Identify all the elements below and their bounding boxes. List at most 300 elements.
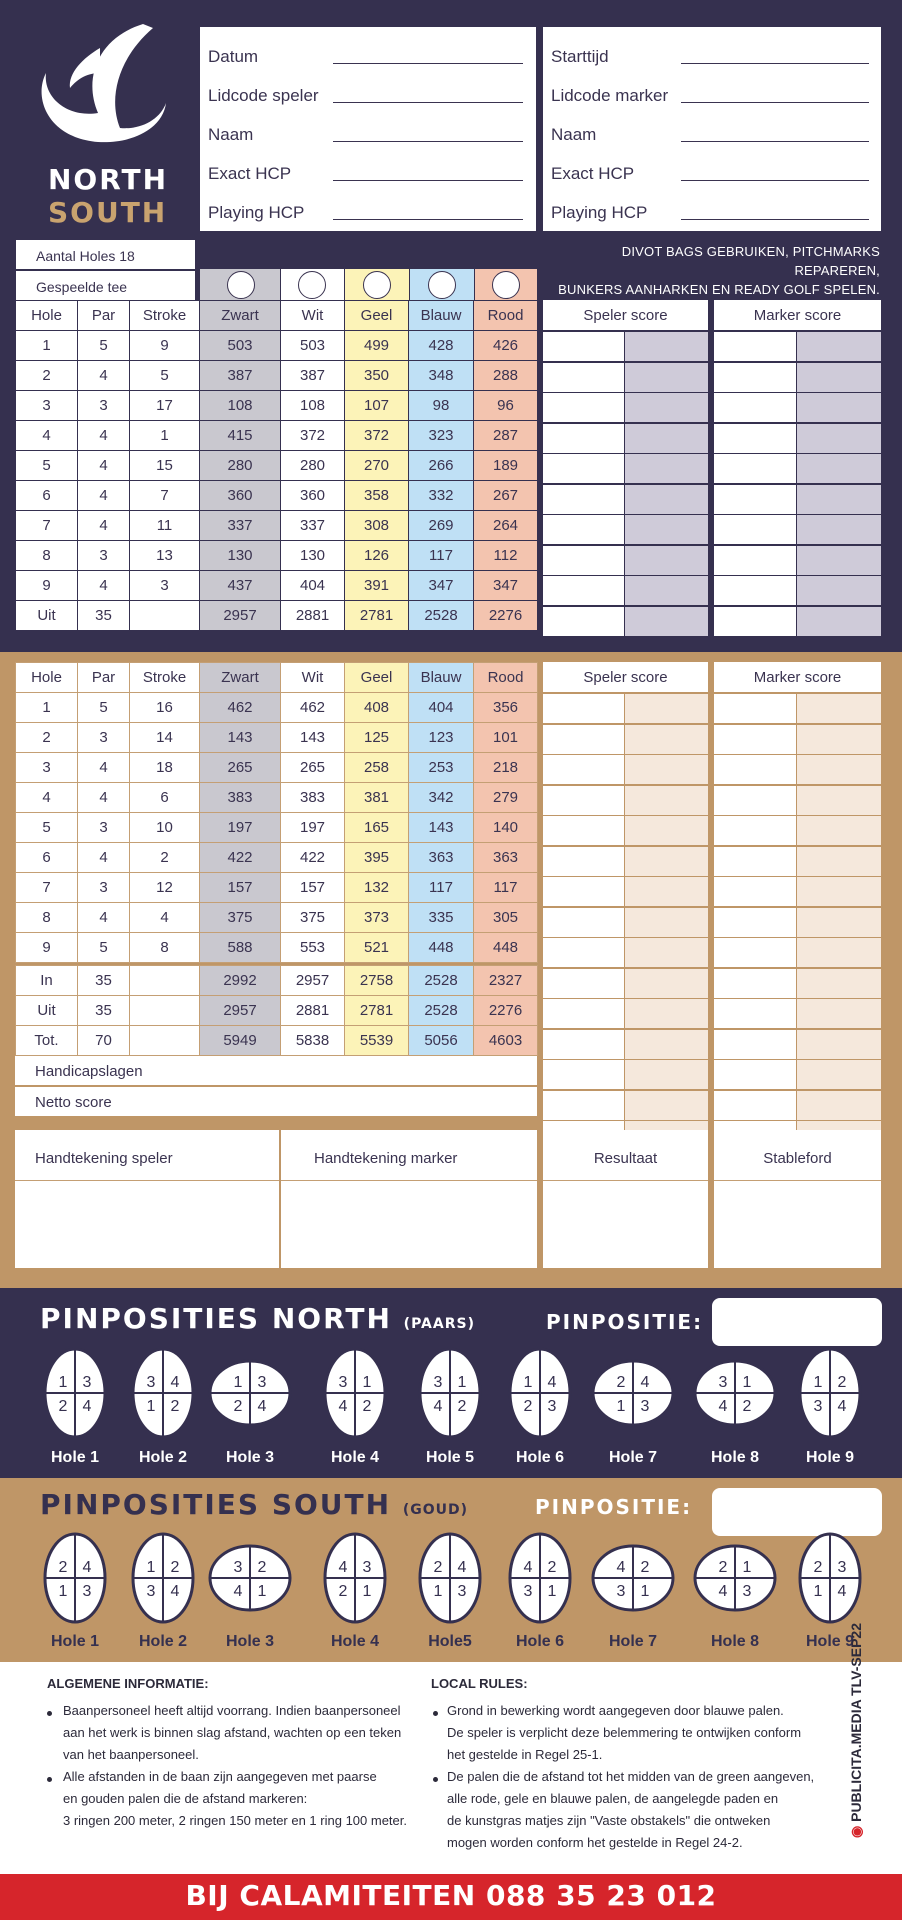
table-cell: 448 — [474, 933, 538, 963]
table-cell: 7 — [130, 481, 200, 511]
svg-text:1: 1 — [523, 1374, 533, 1391]
pin-green-7 — [595, 1530, 671, 1626]
score-cell-speler[interactable] — [543, 816, 624, 845]
table-cell: 373 — [345, 903, 409, 933]
table-cell: 5 — [16, 451, 78, 481]
score-points-speler[interactable] — [625, 999, 708, 1028]
pin-hole-label: Hole 3 — [225, 1449, 274, 1466]
svg-text:4: 4 — [718, 1398, 728, 1415]
score-cell-speler[interactable] — [543, 725, 624, 754]
pin-green-5 — [412, 1345, 488, 1441]
svg-text:1: 1 — [547, 1583, 557, 1600]
score-cell-speler[interactable] — [543, 908, 624, 937]
svg-text:4: 4 — [170, 1374, 180, 1391]
table-cell: 503 — [200, 331, 281, 361]
score-cell-marker[interactable] — [714, 546, 796, 575]
table-cell: 117 — [474, 873, 538, 903]
table-cell: 356 — [474, 693, 538, 723]
svg-text:1: 1 — [362, 1374, 372, 1391]
svg-text:3: 3 — [146, 1374, 156, 1391]
score-cell-speler[interactable] — [543, 938, 624, 967]
table-cell: 383 — [200, 783, 281, 813]
table-cell: 108 — [200, 391, 281, 421]
score-points-marker[interactable] — [797, 847, 881, 876]
table-row — [16, 873, 538, 903]
pin-green-3 — [212, 1345, 288, 1441]
pin-south-title: PINPOSITIES SOUTH (GOUD) — [40, 1488, 469, 1521]
score-cell-marker[interactable] — [714, 969, 796, 998]
svg-text:2: 2 — [616, 1374, 626, 1391]
table-cell: 2 — [16, 723, 78, 753]
score-cell-marker[interactable] — [714, 938, 796, 967]
table-cell: 143 — [281, 723, 345, 753]
table-cell: 130 — [281, 541, 345, 571]
table-cell: 503 — [281, 331, 345, 361]
score-points-speler[interactable] — [625, 694, 708, 723]
score-cell-marker[interactable] — [714, 694, 796, 723]
table-cell: 165 — [345, 813, 409, 843]
score-cell-marker[interactable] — [714, 1030, 796, 1059]
score-points-speler[interactable] — [625, 755, 708, 784]
table-cell: 4 — [16, 783, 78, 813]
score-points-speler[interactable] — [625, 847, 708, 876]
svg-text:4: 4 — [837, 1583, 847, 1600]
table-cell: 428 — [409, 331, 474, 361]
pin-hole-label: Hole 6 — [515, 1633, 564, 1650]
column-header: Zwart — [200, 663, 281, 693]
svg-text:1: 1 — [257, 1583, 267, 1600]
score-cell-speler[interactable] — [543, 393, 624, 422]
pin-north-label: PINPOSITIE: — [546, 1310, 704, 1334]
pin-hole-label: Hole 5 — [425, 1449, 474, 1466]
score-cell-speler[interactable] — [543, 485, 624, 514]
table-cell: 280 — [281, 451, 345, 481]
score-cell-marker[interactable] — [714, 1091, 796, 1120]
local-rules-2: De palen die de afstand tot het midden van de green aangeven, alle rode, gele en blauwe palen, de aangelegde paden en de kunstgras matjes zijn "Vaste obstakels" die ontweken mogen worden conform het gestelde in Regel 24-2. — [447, 1769, 815, 1850]
pin-green-7 — [595, 1345, 671, 1441]
score-cell-marker[interactable] — [714, 454, 796, 483]
tee-geel-select[interactable] — [345, 269, 409, 300]
table-cell: 218 — [474, 753, 538, 783]
score-points-marker[interactable] — [797, 515, 881, 544]
field-datum[interactable]: Datum — [208, 47, 259, 66]
score-cell-speler[interactable] — [543, 1060, 624, 1089]
score-points-marker[interactable] — [797, 816, 881, 845]
table-cell: 18 — [130, 753, 200, 783]
score-points-speler[interactable] — [625, 424, 708, 453]
score-points-speler[interactable] — [625, 786, 708, 815]
table-row — [16, 843, 538, 873]
svg-text:1: 1 — [742, 1374, 752, 1391]
score-points-marker[interactable] — [797, 755, 881, 784]
score-cell-marker[interactable] — [714, 816, 796, 845]
table-row — [16, 601, 538, 631]
table-row — [16, 481, 538, 511]
table-cell: 2781 — [345, 601, 409, 631]
table-cell: 117 — [409, 541, 474, 571]
table-row — [16, 421, 538, 451]
svg-text:4: 4 — [82, 1398, 92, 1415]
table-row — [16, 996, 538, 1026]
table-cell: 125 — [345, 723, 409, 753]
score-cell-speler[interactable] — [543, 1091, 624, 1120]
score-cell-speler[interactable] — [543, 576, 624, 605]
score-points-speler[interactable] — [625, 576, 708, 605]
score-points-marker[interactable] — [797, 999, 881, 1028]
table-cell: 323 — [409, 421, 474, 451]
score-cell-marker[interactable] — [714, 515, 796, 544]
table-cell — [130, 966, 200, 996]
svg-text:2: 2 — [640, 1559, 650, 1576]
score-points-speler[interactable] — [625, 1060, 708, 1089]
table-cell: 101 — [474, 723, 538, 753]
front-nine-table — [15, 300, 538, 631]
table-cell: 3 — [78, 873, 130, 903]
table-cell: 360 — [200, 481, 281, 511]
table-cell: 258 — [345, 753, 409, 783]
score-points-speler[interactable] — [625, 816, 708, 845]
score-cell-speler[interactable] — [543, 877, 624, 906]
svg-text:3: 3 — [457, 1583, 467, 1600]
score-cell-marker[interactable] — [714, 999, 796, 1028]
score-cell-marker[interactable] — [714, 424, 796, 453]
score-points-speler[interactable] — [625, 393, 708, 422]
tee-wit-select[interactable] — [281, 269, 344, 300]
table-cell: 35 — [78, 996, 130, 1026]
pin-south-input[interactable] — [712, 1488, 882, 1536]
tee-zwart-select[interactable] — [200, 269, 280, 300]
table-cell: 358 — [345, 481, 409, 511]
column-header: Geel — [345, 301, 409, 331]
logo-word-south: SOUTH — [48, 196, 168, 229]
pin-hole-label: Hole 9 — [805, 1449, 854, 1466]
table-row — [16, 511, 538, 541]
table-cell: 337 — [200, 511, 281, 541]
score-points-marker[interactable] — [797, 908, 881, 937]
score-points-marker[interactable] — [797, 938, 881, 967]
score-points-marker[interactable] — [797, 725, 881, 754]
svg-text:4: 4 — [82, 1559, 92, 1576]
score-points-speler[interactable] — [625, 363, 708, 392]
table-cell: 8 — [16, 903, 78, 933]
pin-hole-label: Hole 1 — [50, 1633, 99, 1650]
field-starttijd[interactable]: Starttijd — [551, 47, 609, 66]
table-cell: 157 — [281, 873, 345, 903]
table-cell: 437 — [200, 571, 281, 601]
score-cell-marker[interactable] — [714, 576, 796, 605]
score-cell-speler[interactable] — [543, 847, 624, 876]
score-points-marker[interactable] — [797, 485, 881, 514]
table-cell: 2528 — [409, 966, 474, 996]
column-header: Rood — [474, 663, 538, 693]
logo-mark-icon — [28, 18, 183, 158]
svg-text:4: 4 — [547, 1374, 557, 1391]
score-cell-marker[interactable] — [714, 786, 796, 815]
table-cell: 348 — [409, 361, 474, 391]
table-cell: 2881 — [281, 601, 345, 631]
score-cell-speler[interactable] — [543, 969, 624, 998]
score-cell-speler[interactable] — [543, 786, 624, 815]
score-cell-marker[interactable] — [714, 725, 796, 754]
score-cell-marker[interactable] — [714, 877, 796, 906]
score-cell-marker[interactable] — [714, 363, 796, 392]
table-cell: 288 — [474, 361, 538, 391]
svg-text:4: 4 — [640, 1374, 650, 1391]
general-info-2: Alle afstanden in de baan zijn aangegeven met paarse en gouden palen die de afstand markeren: 3 ringen 200 meter, 2 ringen 150 meter en 1 ring 100 meter. — [63, 1769, 407, 1828]
svg-text:3: 3 — [616, 1583, 626, 1600]
table-cell: 553 — [281, 933, 345, 963]
table-cell: 332 — [409, 481, 474, 511]
svg-text:2: 2 — [58, 1398, 68, 1415]
table-cell: 2276 — [474, 601, 538, 631]
score-cell-speler[interactable] — [543, 607, 624, 636]
publisher-credit: ◉ PUBLICITA.MEDIA TLV-SEP22 — [848, 1623, 864, 1838]
score-header-marker: Marker score — [714, 300, 881, 330]
pin-green-2 — [125, 1530, 201, 1626]
table-row — [16, 903, 538, 933]
pin-north-title: PINPOSITIES NORTH (PAARS) — [40, 1302, 475, 1335]
score-points-marker[interactable] — [797, 454, 881, 483]
signature-marker[interactable]: Handtekening marker — [281, 1130, 537, 1268]
pin-green-5 — [412, 1530, 488, 1626]
table-cell: 337 — [281, 511, 345, 541]
column-header: Par — [78, 663, 130, 693]
general-info-title: ALGEMENE INFORMATIE: — [47, 1676, 209, 1691]
table-cell: 305 — [474, 903, 538, 933]
score-points-marker[interactable] — [797, 1091, 881, 1120]
score-points-marker[interactable] — [797, 877, 881, 906]
back-nine-table — [15, 662, 538, 963]
pin-south-label: PINPOSITIE: — [535, 1495, 693, 1519]
svg-text:3: 3 — [433, 1374, 443, 1391]
handicapslagen-row: Handicapslagen — [15, 1056, 537, 1085]
score-points-speler[interactable] — [625, 454, 708, 483]
score-cell-marker[interactable] — [714, 1060, 796, 1089]
table-cell: 132 — [345, 873, 409, 903]
score-points-speler[interactable] — [625, 607, 708, 636]
table-cell: 462 — [281, 693, 345, 723]
table-cell: 189 — [474, 451, 538, 481]
table-cell — [130, 601, 200, 631]
column-header: Hole — [16, 301, 78, 331]
table-row — [16, 331, 538, 361]
table-header-row — [16, 301, 538, 331]
table-cell: 347 — [409, 571, 474, 601]
field-playing-hcp-speler[interactable]: Playing HCP — [208, 203, 305, 222]
score-points-speler[interactable] — [625, 938, 708, 967]
table-cell — [130, 996, 200, 1026]
score-points-speler[interactable] — [625, 485, 708, 514]
svg-text:4: 4 — [837, 1398, 847, 1415]
local-rules-title: LOCAL RULES: — [431, 1676, 528, 1691]
score-cell-speler[interactable] — [543, 755, 624, 784]
table-cell: 363 — [409, 843, 474, 873]
score-points-marker[interactable] — [797, 969, 881, 998]
score-cell-speler[interactable] — [543, 454, 624, 483]
score-points-marker[interactable] — [797, 546, 881, 575]
score-points-marker[interactable] — [797, 332, 881, 361]
svg-text:4: 4 — [170, 1583, 180, 1600]
score-cell-marker[interactable] — [714, 332, 796, 361]
table-header-row — [16, 663, 538, 693]
table-row — [16, 723, 538, 753]
pin-green-1 — [37, 1530, 113, 1626]
table-cell: 123 — [409, 723, 474, 753]
score-points-speler[interactable] — [625, 332, 708, 361]
svg-text:2: 2 — [813, 1559, 823, 1576]
score-cell-speler[interactable] — [543, 694, 624, 723]
pin-hole-label: Hole 4 — [330, 1449, 379, 1466]
score-points-marker[interactable] — [797, 786, 881, 815]
table-cell: 3 — [16, 753, 78, 783]
table-row — [16, 966, 538, 996]
score-header-speler: Speler score — [543, 662, 708, 692]
score-cell-speler[interactable] — [543, 999, 624, 1028]
score-points-speler[interactable] — [625, 515, 708, 544]
svg-text:2: 2 — [170, 1559, 180, 1576]
svg-text:2: 2 — [457, 1398, 467, 1415]
table-cell: 308 — [345, 511, 409, 541]
score-cell-marker[interactable] — [714, 847, 796, 876]
table-cell: 404 — [281, 571, 345, 601]
table-cell: 13 — [130, 541, 200, 571]
svg-text:3: 3 — [640, 1398, 650, 1415]
pin-north-input[interactable] — [712, 1298, 882, 1346]
table-row — [16, 451, 538, 481]
score-cell-speler[interactable] — [543, 1030, 624, 1059]
svg-text:2: 2 — [433, 1559, 443, 1576]
svg-text:2: 2 — [257, 1559, 267, 1576]
score-points-speler[interactable] — [625, 969, 708, 998]
svg-text:2: 2 — [338, 1583, 348, 1600]
column-header: Geel — [345, 663, 409, 693]
field-lidcode-marker[interactable]: Lidcode marker — [551, 86, 669, 105]
pin-hole-label: Hole 1 — [50, 1449, 99, 1466]
score-cell-marker[interactable] — [714, 607, 796, 636]
field-naam-marker[interactable]: Naam — [551, 125, 597, 144]
table-cell: 8 — [130, 933, 200, 963]
table-cell: 2758 — [345, 966, 409, 996]
score-cell-speler[interactable] — [543, 363, 624, 392]
score-points-speler[interactable] — [625, 725, 708, 754]
table-cell: 5539 — [345, 1026, 409, 1056]
table-cell: In — [16, 966, 78, 996]
score-points-marker[interactable] — [797, 1060, 881, 1089]
score-cell-marker[interactable] — [714, 908, 796, 937]
table-cell: 270 — [345, 451, 409, 481]
score-cell-speler[interactable] — [543, 424, 624, 453]
score-points-speler[interactable] — [625, 546, 708, 575]
table-cell: 2276 — [474, 996, 538, 1026]
pin-hole-label: Hole 4 — [330, 1633, 379, 1650]
stableford-box[interactable]: Stableford — [714, 1130, 881, 1268]
column-header: Par — [78, 301, 130, 331]
field-exact-hcp-marker[interactable]: Exact HCP — [551, 164, 635, 183]
totals-table — [15, 965, 538, 1056]
table-cell: 415 — [200, 421, 281, 451]
table-cell: 391 — [345, 571, 409, 601]
score-points-marker[interactable] — [797, 393, 881, 422]
table-cell: 5 — [78, 331, 130, 361]
score-cell-speler[interactable] — [543, 546, 624, 575]
field-naam-speler[interactable]: Naam — [208, 125, 254, 144]
table-cell: 342 — [409, 783, 474, 813]
score-points-speler[interactable] — [625, 1030, 708, 1059]
field-lidcode-speler[interactable]: Lidcode speler — [208, 86, 319, 105]
score-cell-speler[interactable] — [543, 332, 624, 361]
table-cell: 588 — [200, 933, 281, 963]
tee-rood-select[interactable] — [475, 269, 537, 300]
score-points-marker[interactable] — [797, 363, 881, 392]
score-points-speler[interactable] — [625, 908, 708, 937]
pin-green-4 — [317, 1530, 393, 1626]
tee-blauw-select[interactable] — [410, 269, 474, 300]
table-cell: 2528 — [409, 996, 474, 1026]
pin-hole-label: Hole5 — [428, 1633, 472, 1650]
table-cell: 35 — [78, 601, 130, 631]
table-cell: 2992 — [200, 966, 281, 996]
table-cell: 14 — [130, 723, 200, 753]
table-row — [16, 753, 538, 783]
table-cell: 112 — [474, 541, 538, 571]
score-points-marker[interactable] — [797, 607, 881, 636]
svg-text:3: 3 — [718, 1374, 728, 1391]
pin-hole-label: Hole 2 — [138, 1449, 187, 1466]
pin-hole-label: Hole 9 — [805, 1633, 854, 1650]
score-points-marker[interactable] — [797, 424, 881, 453]
score-cell-marker[interactable] — [714, 755, 796, 784]
table-cell: 130 — [200, 541, 281, 571]
score-points-marker[interactable] — [797, 1030, 881, 1059]
table-cell: 1 — [16, 693, 78, 723]
svg-text:1: 1 — [640, 1583, 650, 1600]
svg-text:1: 1 — [742, 1559, 752, 1576]
table-cell: 2781 — [345, 996, 409, 1026]
svg-text:3: 3 — [82, 1583, 92, 1600]
table-cell: 422 — [281, 843, 345, 873]
svg-text:2: 2 — [742, 1398, 752, 1415]
player-info-box — [200, 27, 536, 231]
table-cell: 335 — [409, 903, 474, 933]
svg-text:3: 3 — [82, 1374, 92, 1391]
table-cell: 408 — [345, 693, 409, 723]
column-header: Stroke — [130, 663, 200, 693]
resultaat-box[interactable]: Resultaat — [543, 1130, 708, 1268]
score-cell-marker[interactable] — [714, 393, 796, 422]
table-cell: 6 — [16, 481, 78, 511]
score-points-speler[interactable] — [625, 1091, 708, 1120]
svg-text:4: 4 — [233, 1583, 243, 1600]
svg-text:1: 1 — [813, 1583, 823, 1600]
score-points-marker[interactable] — [797, 576, 881, 605]
table-cell: 3 — [16, 391, 78, 421]
publisher-logo-icon: ◉ — [848, 1825, 864, 1838]
gespeelde-tee: Gespeelde tee — [16, 271, 195, 301]
table-cell: 375 — [281, 903, 345, 933]
score-cell-speler[interactable] — [543, 515, 624, 544]
score-points-marker[interactable] — [797, 694, 881, 723]
table-cell: 17 — [130, 391, 200, 421]
field-playing-hcp-marker[interactable]: Playing HCP — [551, 203, 648, 222]
marker-info-box — [543, 27, 881, 231]
field-exact-hcp-speler[interactable]: Exact HCP — [208, 164, 292, 183]
svg-text:2: 2 — [837, 1374, 847, 1391]
svg-text:4: 4 — [718, 1583, 728, 1600]
score-cell-marker[interactable] — [714, 485, 796, 514]
svg-text:3: 3 — [547, 1398, 557, 1415]
score-points-speler[interactable] — [625, 877, 708, 906]
signature-speler[interactable]: Handtekening speler — [15, 1130, 279, 1268]
